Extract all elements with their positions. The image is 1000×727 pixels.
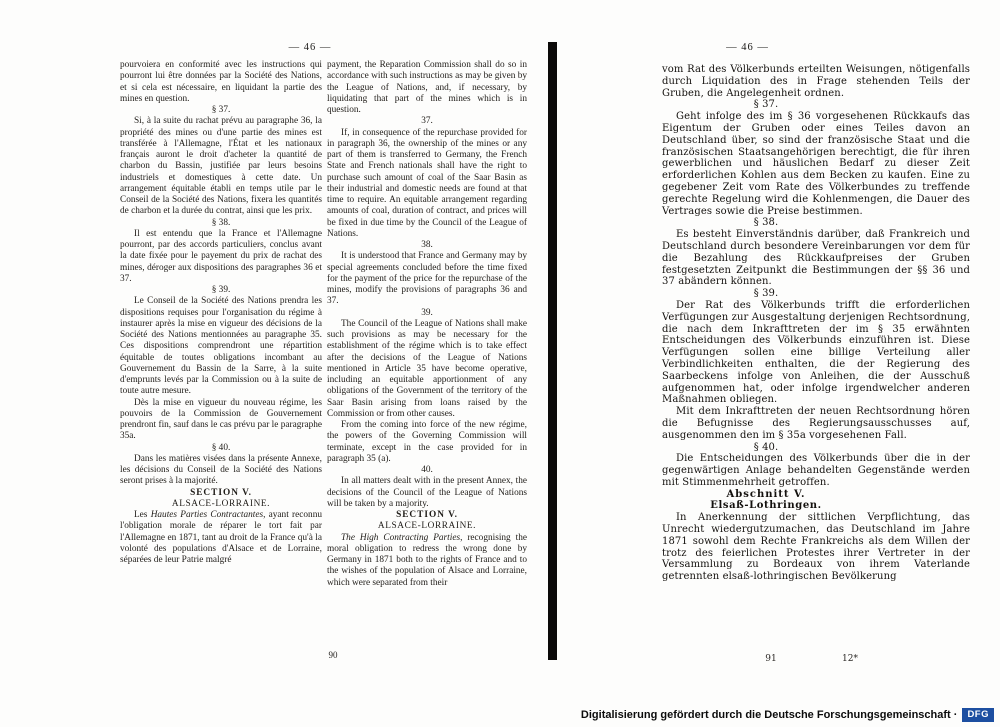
german-section-title: Abschnitt V. [726,488,806,500]
german-heading-38: § 38. [753,217,779,229]
left-page-number-header: — 46 — [288,42,332,53]
french-lead-rest: , ayant reconnu l'obligation morale de réparer le tort fait par l'Allemagne en 1871, tant au droit de la France qu'à la volonté des populations d'Alsace et de Lorraine, séparées de leur Patrie malgré [120,510,322,565]
german-heading-37: § 37. [753,99,779,111]
digitization-credit-banner [581,707,994,723]
french-paragraph-37: Si, à la suite du rachat prévu au paragraphe 36, la propriété des mines ou d'une partie des mines est transférée à l'Allemagne, l'État et les nationaux français auront le droit d'acheter la quantité de charbon du Bassin, justifiée par leurs besoins industriels et domestiques à cette date. Un arrangement équitable établi en temps utile par le Conseil de la Société des Nations, fixera les quantités de charbon et la durée du contrat, ainsi que les prix. [120,116,322,217]
english-heading-39: 39. [421,307,433,318]
french-paragraph-39b: Dès la mise en vigueur du nouveau régime, les pouvoirs de la Commission de Gouvernement prendront fin, sauf dans le cas prévu par le paragraphe 35a. [120,397,322,442]
english-paragraph-section5 [327,533,527,589]
french-lead-prefix: Les [134,510,151,520]
page-gutter-bar [548,42,557,660]
french-paragraph-section5 [120,510,322,566]
dfg-logo: DFG [962,708,994,722]
english-paragraph-40: In all matters dealt with in the present Annex, the decisions of the Council of the League of Nations will be taken by a majority. [327,476,527,509]
right-page-footer-number: 91 [765,654,777,664]
french-heading-40: § 40. [211,442,231,453]
english-heading-40: 40. [421,465,433,475]
german-paragraph-continuation: vom Rat des Völkerbunds erteilten Weisungen, nötigenfalls durch Liquidation des in Frage stehenden Teils der Gruben, die Angelegenheit ordnen. [662,64,970,99]
french-section-title: SECTION V. [190,487,252,498]
english-heading-37: 37. [421,116,433,127]
english-heading-38: 38. [421,240,433,250]
french-section-subtitle: ALSACE-LORRAINE. [171,498,271,509]
english-lead-rest: , recognising the moral obligation to redress the wrong done by Germany in 1871 both to the rights of France and to the wishes of the population of Alsace and Lorraine, which were separated from their [327,532,527,588]
french-heading-39: § 39. [211,285,231,295]
german-section-subtitle: Elsaß-Lothringen. [710,500,822,512]
english-paragraph-38: It is understood that France and Germany may by special agreements concluded before the time fixed for the payment of the price for the repurchase of the mines, modify the provisions of paragraphs 36 and 37. [327,251,527,307]
french-paragraph-40: Dans les matières visées dans la présente Annexe, les décisions du Conseil de la Société des Nations seront prises à la majorité. [120,453,322,487]
german-heading-40: § 40. [753,441,779,453]
english-paragraph-37: If, in consequence of the repurchase provided for in paragraph 36, the ownership of the mines or any part of them is transferred to Germany, the French State and French nationals shall have the right to purchase such amount of coal of the Saar Basin as their industrial and domestic needs are found at that time to require. An equitable arrangement regarding amounts of coal, duration of contract, and prices will be fixed in due time by the Council of the League of Nations. [327,127,527,239]
french-heading-38: § 38. [211,217,231,228]
french-paragraph-38: Il est entendu que la France et l'Allemagne pourront, par des accords particuliers, conclus avant la date fixée pour le payement du prix de rachat des mines, déroger aux dispositions des paragraphes 36 et 37. [120,228,322,284]
german-paragraph-37: Geht infolge des im § 36 vorgesehenen Rückkaufs das Eigentum der Gruben oder eines Teiles davon an Deutschland über, so sind der französische Staat und die französischen Staatsangehörigen berechtigt, die für ihren gewerblichen und häuslichen Bedarf zu dieser Zeit erforderlichen Kohlen aus dem Becken zu kaufen. Eine zu gegebener Zeit vom Rate des Völkerbundes zu treffende gerechte Regelung wird die Kohlenmengen, die Dauer des Vertrages sowie die Preise bestimmen. [662,111,970,217]
german-paragraph-39a: Der Rat des Völkerbunds trifft die erforderlichen Verfügungen zur Ausgestaltung derjenigen Rechtsordnung, die nach dem Inkrafttreten der im § 35 erwähnten Entscheidungen des Völkerbunds einzuführen ist. Diese Verfügungen sollen eine billige Verteilung aller Verbindlichkeiten enthalten, die der Regierung des Saarbeckens infolge von Anleihen, die der Ausschuß aufgenommen hat, oder infolge irgendwelcher anderen Maßnahmen obliegen. [662,299,970,406]
french-lead-italic: Hautes Parties Contractantes [150,510,264,520]
german-paragraph-39b: Mit dem Inkrafttreten der neuen Rechtsordnung hören die Befugnisse des Regierungsausschusses auf, ausgenommen den im § 35a vorgesehenen Fall. [662,406,970,441]
english-section-title: SECTION V. [396,510,458,520]
english-paragraph-continuation: payment, the Reparation Commission shall do so in accordance with such instructions as may be given by the League of Nations, and, if necessary, by liquidating that part of the mines which is in question. [327,60,527,115]
german-paragraph-section5: In Anerkennung der sittlichen Verpflichtung, das Unrecht wiedergutzumachen, das Deutschland im Jahre 1871 sowohl dem Rechte Frankreichs als dem Willen der trotz des feierlichen Protestes ihrer Vertreter in der Versammlung zu Bordeaux von ihrem Vaterlande getrennten elsaß-lothringischen Bevölkerung [662,512,970,583]
digitization-credit-text: Digitalisierung gefördert durch die Deutsche Forschungsgemeinschaft · [580,709,958,721]
english-column [327,60,527,589]
right-page-number-header: — 46 — [726,42,769,53]
english-paragraph-39a: The Council of the League of Nations shall make such provisions as may be necessary for the establishment of the régime which is to take effect after the decisions of the League of Nations mentioned in Article 35 have become operative, including an equitable apportionment of any obligations of the Government of the territory of the Saar Basin arising from loans raised by the Commission or from other causes. [327,318,527,419]
french-paragraph-39a: Le Conseil de la Société des Nations prendra les dispositions requises pour l'organisation du régime à instaurer après la mise en vigueur des décisions de la Société des Nations mentionnées au paragraphe 35. Ces dispositions comprendront une répartition équitable de toutes obligations incombant au Gouvernement du Bassin de la Sarre, à la suite d'emprunts levés par la Commission ou à la suite de toute autre mesure. [120,296,322,397]
german-paragraph-38: Es besteht Einverständnis darüber, daß Frankreich und Deutschland durch besondere Vereinbarungen vor dem für die Bezahlung des Rückkaufpreises der Gruben festgesetzten Zeitpunkt die Bestimmungen der §§ 36 und 37 abändern können. [662,229,970,288]
french-paragraph-continuation: pourvoiera en conformité avec les instructions qui pourront lui être données par la Société des Nations, et si cela est nécessaire, en liquidant la partie des mines en question. [120,60,322,104]
french-heading-37: § 37. [211,105,231,115]
english-lead-italic: The High Contracting Parties [341,532,461,543]
english-section-subtitle: ALSACE-LORRAINE. [377,521,477,532]
french-column [120,60,322,566]
german-column [662,64,970,583]
german-paragraph-40: Die Entscheidungen des Völkerbunds über die in der gegenwärtigen Anlage behandelten Gegenstände werden mit Stimmenmehrheit getroffen. [662,453,970,488]
right-page-signature-mark: 12* [842,654,858,664]
english-paragraph-39b: From the coming into force of the new régime, the powers of the Governing Commission will terminate, except in the case provided for in paragraph 35 (a). [327,420,527,464]
german-heading-39: § 39. [753,288,779,300]
left-page-footer-number: 90 [328,650,338,660]
